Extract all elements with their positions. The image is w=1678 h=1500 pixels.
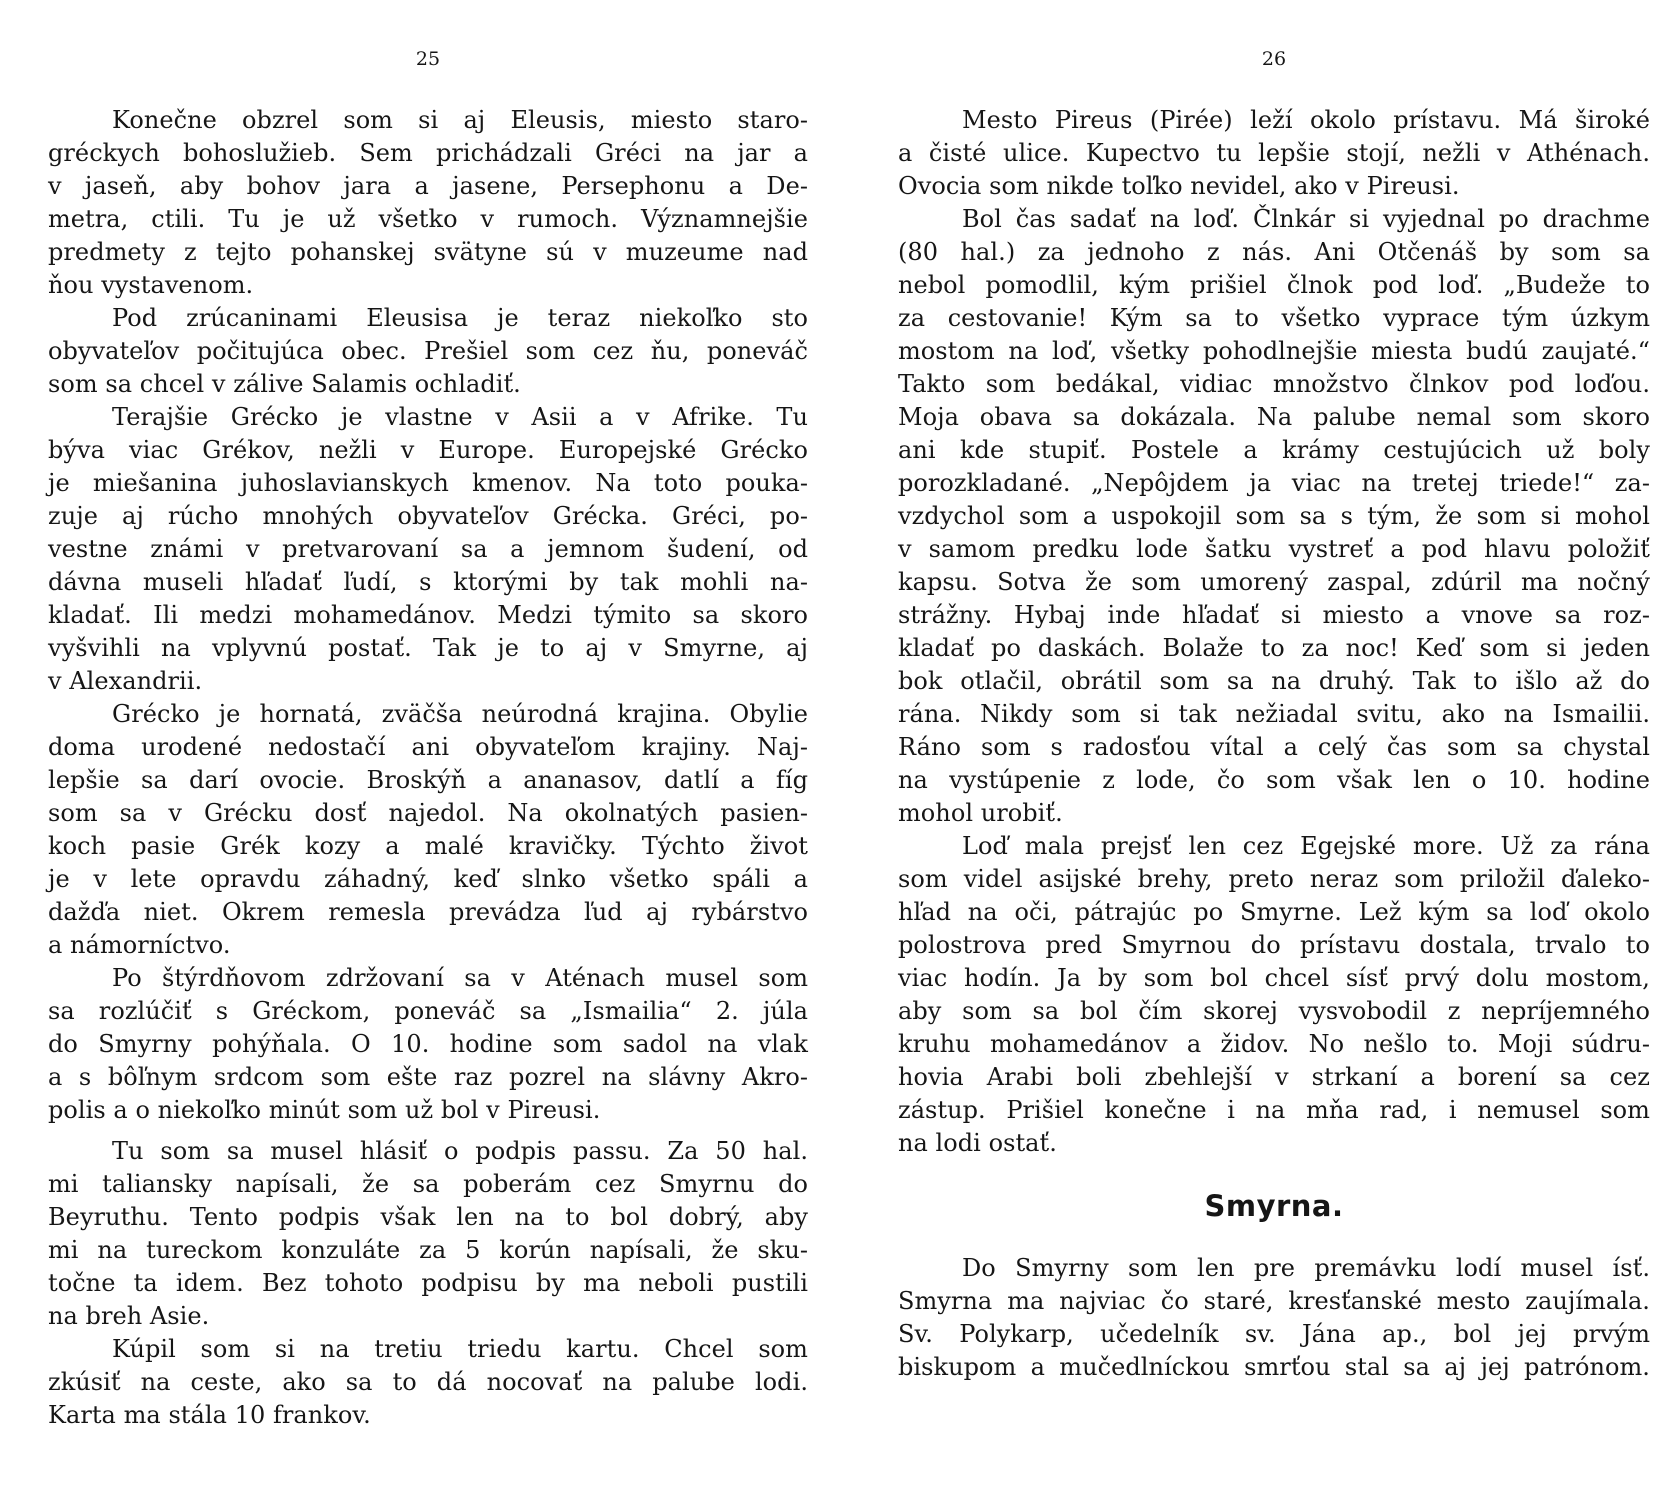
text-line: je miešanina juhoslavianskych kmenov. Na toto pouka- [48, 469, 808, 497]
text-line: polis a o niekoľko minút som už bol v Pireusi. [48, 1096, 601, 1124]
text-line: bok otlačil, obrátil som sa na druhý. Tak to išlo až do [898, 667, 1650, 695]
text-line: Moja obava sa dokázala. Na palube nemal som skoro [898, 403, 1650, 431]
body-text [898, 104, 1650, 1384]
text-line: dažďa niet. Okrem remesla prevádza ľud aj rybárstvo [48, 898, 808, 926]
section-text-lines [898, 1252, 1650, 1384]
text-line: v jaseň, aby bohov jara a jasene, Persephonu a De- [48, 172, 808, 200]
text-line: koch pasie Grék kozy a malé kravičky. Týchto život [48, 832, 808, 860]
text-line: býva viac Grékov, nežli v Europe. Europejské Grécko [48, 436, 808, 464]
text-line: Do Smyrny som len pre premávku lodí musel ísť. [962, 1254, 1650, 1282]
text-line: Po štýrdňovom zdržovaní sa v Aténach musel som [112, 964, 808, 992]
text-line: Beyruthu. Tento podpis však len na to bol dobrý, aby [48, 1203, 808, 1231]
text-line: Terajšie Grécko je vlastne v Asii a v Afrike. Tu [112, 403, 808, 431]
text-line: porozkladané. „Nepôjdem ja viac na tretej triede!“ za- [898, 469, 1650, 497]
text-line: a s bôľnym srdcom som ešte raz pozrel na slávny Akro- [48, 1063, 808, 1091]
text-line: Mesto Pireus (Pirée) leží okolo prístavu. Má široké [962, 106, 1650, 134]
text-line: hovia Arabi boli zbehlejší v strkaní a borení sa cez [898, 1063, 1650, 1091]
text-line: a námorníctvo. [48, 931, 231, 959]
text-line: Loď mala prejsť len cez Egejské more. Už za rána [962, 832, 1650, 860]
text-line: točne ta idem. Bez tohoto podpisu by ma neboli pustili [48, 1269, 808, 1297]
text-line: biskupom a mučedlníckou smrťou stal sa aj jej patrónom. [898, 1353, 1650, 1381]
text-line: kapsu. Sotva že som umorený zaspal, zdúril ma nočný [898, 568, 1650, 596]
text-line: ňou vystavenom. [48, 271, 254, 299]
text-line: hľad na oči, pátrajúc po Smyrne. Lež kým sa loď okolo [898, 898, 1650, 926]
text-line: aby som sa bol čím skorej vysvobodil z nepríjemného [898, 997, 1650, 1025]
text-line: Konečne obzrel som si aj Eleusis, miesto staro- [112, 106, 808, 134]
text-line: nebol pomodlil, kým prišiel člnok pod loď. „Budeže to [898, 271, 1650, 299]
text-line: v Alexandrii. [48, 667, 203, 695]
text-line: sa rozlúčiť s Gréckom, poneváč sa „Ismailia“ 2. júla [48, 997, 808, 1025]
text-line: som videl asijské brehy, preto neraz som priložil ďaleko- [898, 865, 1650, 893]
text-line: predmety z tejto pohanskej svätyne sú v muzeume nad [48, 238, 808, 266]
body-text-lines [898, 104, 1650, 1160]
text-line: Tu som sa musel hlásiť o podpis passu. Za 50 hal. [112, 1137, 808, 1165]
section-heading: Smyrna. [1204, 1189, 1344, 1223]
text-line: na lodi ostať. [898, 1129, 1057, 1157]
text-line: Kúpil som si na tretiu triedu kartu. Chcel som [112, 1335, 808, 1363]
text-line: mi na tureckom konzuláte za 5 korún napísali, že sku- [48, 1236, 808, 1264]
text-line: Smyrna ma najviac čo staré, kresťanské mesto zaujímala. [898, 1287, 1650, 1315]
text-line: mi taliansky napísali, že sa poberám cez Smyrnu do [48, 1170, 808, 1198]
text-line: v samom predku lode šatku vystreť a pod hlavu položiť [898, 535, 1650, 563]
text-line: gréckych bohoslužieb. Sem prichádzali Gréci na jar a [48, 139, 808, 167]
page-number: 25 [415, 48, 441, 70]
text-line: ani kde stupiť. Postele a krámy cestujúcich už boly [898, 436, 1650, 464]
text-line: kruhu mohamedánov a židov. No nešlo to. Moji súdru- [898, 1030, 1650, 1058]
text-line: viac hodín. Ja by som bol chcel sísť prvý dolu mostom, [898, 964, 1650, 992]
text-line: na vystúpenie z lode, čo som však len o 10. hodine [898, 766, 1650, 794]
body-text [48, 104, 808, 1432]
text-line: lepšie sa darí ovocie. Broskýň a ananasov, datlí a fíg [48, 766, 808, 794]
text-line: za cestovanie! Kým sa to všetko vyprace tým úzkym [898, 304, 1650, 332]
text-line: kladať. Ili medzi mohamedánov. Medzi týmito sa skoro [48, 601, 808, 629]
text-line: mohol urobiť. [898, 799, 1063, 827]
text-line: a čisté ulice. Kupectvo tu lepšie stojí, nežli v Athénach. [898, 139, 1650, 167]
text-line: Bol čas sadať na loď. Člnkár si vyjednal po drachme [962, 205, 1650, 233]
text-line: Ráno som s radosťou vítal a celý čas som sa chystal [898, 733, 1650, 761]
text-line: (80 hal.) za jednoho z nás. Ani Otčenáš by som sa [898, 238, 1650, 266]
text-line: strážny. Hybaj inde hľadať si miesto a vnove sa roz- [898, 601, 1650, 629]
left-page [48, 0, 808, 1500]
text-line: kladať po daskách. Bolaže to za noc! Keď som si jeden [898, 634, 1650, 662]
text-line: na breh Asie. [48, 1302, 210, 1330]
text-line: Karta ma stála 10 frankov. [48, 1401, 371, 1429]
text-line: dávna museli hľadať ľudí, s ktorými by tak mohli na- [48, 568, 808, 596]
text-line: metra, ctili. Tu je už všetko v rumoch. Významnejšie [48, 205, 808, 233]
text-line: som sa v Grécku dosť najedol. Na okolnatých pasien- [48, 799, 808, 827]
text-line: vyšvihli na vplyvnú postať. Tak je to aj v Smyrne, aj [48, 634, 808, 662]
text-line: som sa chcel v zálive Salamis ochladiť. [48, 370, 521, 398]
text-line: Takto som bedákal, vidiac množstvo člnkov pod loďou. [898, 370, 1650, 398]
text-line: vzdychol som a uspokojil som sa s tým, že som si mohol [898, 502, 1650, 530]
text-line: do Smyrny pohýňala. O 10. hodine som sadol na vlak [48, 1030, 808, 1058]
right-page [898, 0, 1650, 1500]
text-line: obyvateľov počitujúca obec. Prešiel som cez ňu, poneváč [48, 337, 808, 365]
text-line: Sv. Polykarp, učedelník sv. Jána ap., bol jej prvým [898, 1320, 1650, 1348]
text-line: doma urodené nedostačí ani obyvateľom krajiny. Naj- [48, 733, 808, 761]
paragraph-gap [48, 1127, 808, 1135]
text-line: vestne známi v pretvarovaní sa a jemnom šudení, od [48, 535, 808, 563]
text-line: Grécko je hornatá, zväčša neúrodná krajina. Obylie [112, 700, 808, 728]
text-line: zkúsiť na ceste, ako sa to dá nocovať na palube lodi. [48, 1368, 808, 1396]
text-line: polostrova pred Smyrnou do prístavu dostala, trvalo to [898, 931, 1650, 959]
text-line: Pod zrúcaninami Eleusisa je teraz niekoľko sto [112, 304, 808, 332]
text-line: zuje aj rúcho mnohých obyvateľov Grécka. Gréci, po- [48, 502, 808, 530]
text-line: Ovocia som nikde toľko nevidel, ako v Pireusi. [898, 172, 1460, 200]
page-number: 26 [1261, 48, 1287, 70]
text-line: je v lete opravdu záhadný, keď slnko všetko spáli a [48, 865, 808, 893]
text-line: mostom na loď, všetky pohodlnejšie miesta budú zaujaté.“ [898, 337, 1650, 365]
text-line: rána. Nikdy som si tak nežiadal svitu, ako na Ismailii. [898, 700, 1650, 728]
text-line: zástup. Prišiel konečne i na mňa rad, i nemusel som [898, 1096, 1650, 1124]
